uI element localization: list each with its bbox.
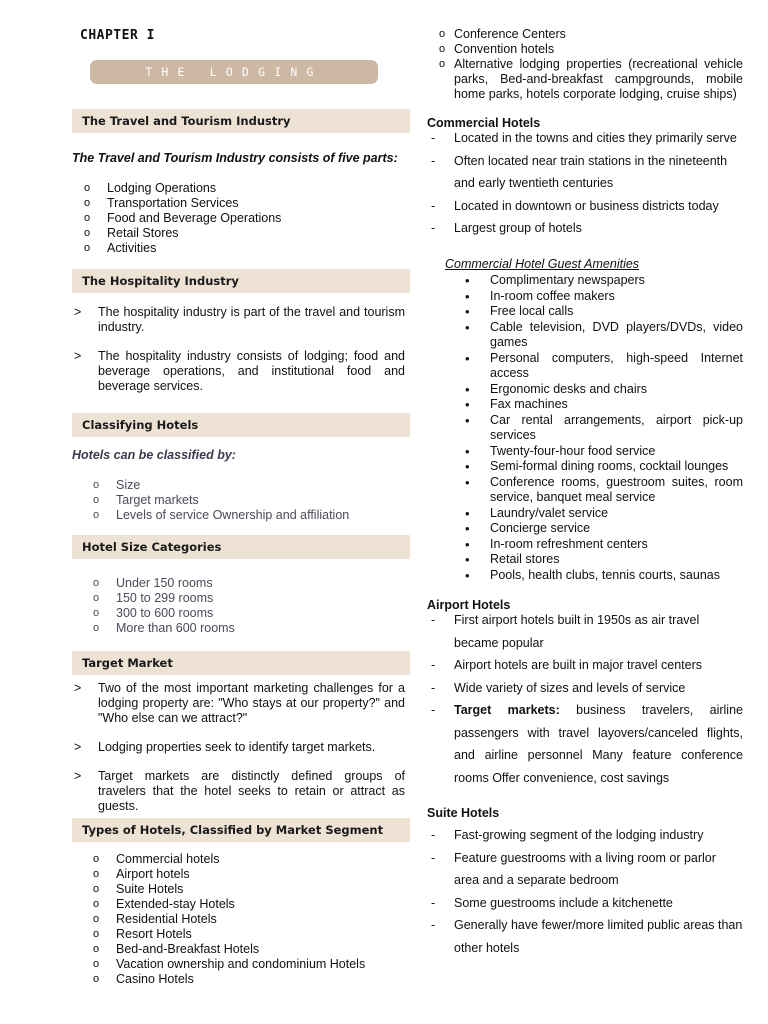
commercial-points	[427, 127, 743, 240]
section-travel-tourism: The Travel and Tourism Industry	[72, 109, 410, 133]
list-item: - Some guestrooms include a kitchenette	[427, 892, 743, 915]
target-markets-label: Target markets:	[454, 703, 560, 717]
list-item: - Largest group of hotels	[427, 217, 743, 240]
list-item: • Concierge service	[427, 521, 743, 537]
list-item: o Airport hotels	[72, 867, 410, 882]
section-target-market: Target Market	[72, 651, 410, 675]
list-item: • Pools, health clubs, tennis courts, saunas	[427, 568, 743, 584]
list-item: - Often located near train stations in the nineteenth and early twentieth centuries	[427, 150, 743, 195]
list-item: • In-room coffee makers	[427, 289, 743, 305]
list-item: • Fax machines	[427, 397, 743, 413]
list-item: - First airport hotels built in 1950s as air travel became popular	[427, 609, 743, 654]
suite-points	[427, 824, 743, 959]
list-item: • Laundry/valet service	[427, 506, 743, 522]
list-item: o Size	[72, 478, 410, 493]
list-item: o 150 to 299 rooms	[72, 591, 410, 606]
list-item: • Semi-formal dining rooms, cocktail lounges	[427, 459, 743, 475]
section-classifying: Classifying Hotels	[72, 413, 410, 437]
list-item: o Alternative lodging properties (recreational vehicle parks, Bed-and-breakfast campgrounds, mobile home parks, hotels corporate lodging, cruise ships)	[427, 57, 743, 102]
list-item: o Extended-stay Hotels	[72, 897, 410, 912]
list-item: o Resort Hotels	[72, 927, 410, 942]
list-item: o Conference Centers	[427, 27, 743, 42]
list-item: - Generally have fewer/more limited public areas than other hotels	[427, 914, 743, 959]
list-item	[427, 699, 743, 789]
hospitality-points	[72, 305, 405, 394]
section-hotel-size: Hotel Size Categories	[72, 535, 410, 559]
airport-heading: Airport Hotels	[427, 598, 511, 612]
target-points	[72, 681, 405, 814]
list-item: > Lodging properties seek to identify target markets.	[72, 740, 405, 755]
list-item: o Suite Hotels	[72, 882, 410, 897]
list-item: > Two of the most important marketing challenges for a lodging property are: "Who stays at our property?" and "Who else can we attract?"	[72, 681, 405, 726]
list-item: - Wide variety of sizes and levels of service	[427, 677, 743, 700]
section-hotel-types: Types of Hotels, Classified by Market Segment	[72, 818, 410, 842]
hotel-types-list	[72, 852, 410, 987]
list-item: - Feature guestrooms with a living room or parlor area and a separate bedroom	[427, 847, 743, 892]
list-item: • Ergonomic desks and chairs	[427, 382, 743, 398]
list-item: • Twenty-four-hour food service	[427, 444, 743, 460]
list-item: o Vacation ownership and condominium Hotels	[72, 957, 410, 972]
airport-points	[427, 609, 743, 789]
list-item: - Located in the towns and cities they primarily serve	[427, 127, 743, 150]
list-item: o Target markets	[72, 493, 410, 508]
continued-types-list	[427, 27, 743, 102]
list-item: o Retail Stores	[72, 226, 410, 241]
commercial-heading: Commercial Hotels	[427, 116, 541, 130]
list-item: o More than 600 rooms	[72, 621, 410, 636]
list-item: > The hospitality industry is part of the travel and tourism industry.	[72, 305, 405, 335]
classifying-intro: Hotels can be classified by:	[72, 448, 236, 462]
chapter-banner: THE LODGING INDUSTRY	[90, 60, 378, 84]
list-item: o Activities	[72, 241, 410, 256]
list-item: o Levels of service Ownership and affiliation	[72, 508, 410, 523]
list-item: o Under 150 rooms	[72, 576, 410, 591]
list-item: • Complimentary newspapers	[427, 273, 743, 289]
travel-intro: The Travel and Tourism Industry consists of five parts:	[72, 151, 398, 165]
list-item: • Cable television, DVD players/DVDs, video games	[427, 320, 743, 351]
list-item: o Convention hotels	[427, 42, 743, 57]
target-markets-text: business travelers, airline passengers with travel layovers/canceled flights, and airline personnel Many feature conference rooms Offer convenience, cost savings	[454, 703, 743, 785]
list-item: • Conference rooms, guestroom suites, room service, banquet meal service	[427, 475, 743, 506]
classifying-list	[72, 478, 410, 523]
list-item: o Bed-and-Breakfast Hotels	[72, 942, 410, 957]
size-list	[72, 576, 410, 636]
chapter-label: CHAPTER I	[80, 28, 155, 43]
list-item: • Car rental arrangements, airport pick-up services	[427, 413, 743, 444]
list-item: - Fast-growing segment of the lodging industry	[427, 824, 743, 847]
list-item: o Commercial hotels	[72, 852, 410, 867]
list-item: - Airport hotels are built in major travel centers	[427, 654, 743, 677]
travel-parts-list	[72, 181, 410, 256]
list-item: o Casino Hotels	[72, 972, 410, 987]
list-item: • Free local calls	[427, 304, 743, 320]
amenities-heading: Commercial Hotel Guest Amenities	[445, 257, 640, 271]
suite-heading: Suite Hotels	[427, 806, 500, 820]
list-item: • Personal computers, high-speed Internet access	[427, 351, 743, 382]
list-item: o Food and Beverage Operations	[72, 211, 410, 226]
list-item: > The hospitality industry consists of lodging; food and beverage operations, and institutional food and beverage services.	[72, 349, 405, 394]
list-item: o Transportation Services	[72, 196, 410, 211]
list-item: • In-room refreshment centers	[427, 537, 743, 553]
section-hospitality: The Hospitality Industry	[72, 269, 410, 293]
list-item: - Located in downtown or business districts today	[427, 195, 743, 218]
list-item: o Lodging Operations	[72, 181, 410, 196]
list-item: > Target markets are distinctly defined groups of travelers that the hotel seeks to retain or attract as guests.	[72, 769, 405, 814]
list-item: o Residential Hotels	[72, 912, 410, 927]
list-item: o 300 to 600 rooms	[72, 606, 410, 621]
amenities-list	[427, 273, 743, 583]
list-item: • Retail stores	[427, 552, 743, 568]
